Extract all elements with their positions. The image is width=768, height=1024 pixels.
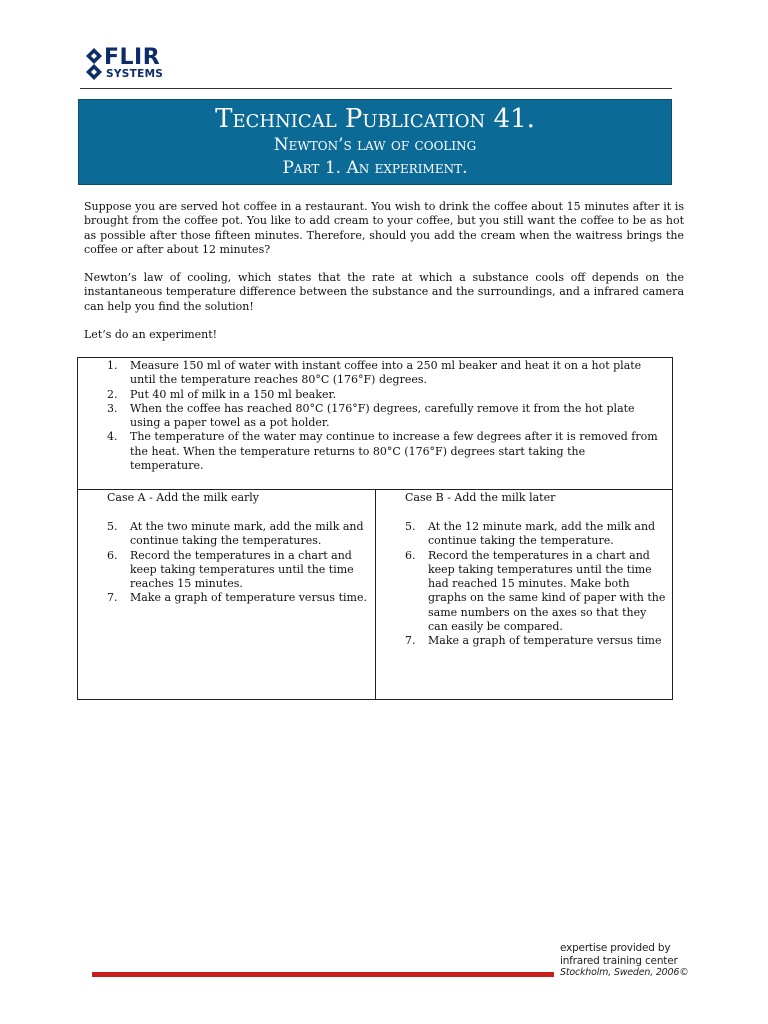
intro-paragraph: Suppose you are served hot coffee in a restaurant. You wish to drink the coffee about 15 minutes after it is brought from the coffee pot. You like to add cream to your coffee, but you still want the coffee to be as hot as possible after those fifteen minutes. Therefore, should you add the cream when the waitress brings the coffee or after about 12 minutes? <box>84 200 684 257</box>
list-item: 3. When the coffee has reached 80°C (176°F) degrees, carefully remove it from the hot plate using a paper towel as a pot holder. <box>107 401 635 430</box>
list-item: 7. Make a graph of temperature versus time <box>405 634 662 648</box>
law-paragraph: Newton’s law of cooling, which states that the rate at which a substance cools off depends on the instantaneous temperature difference between the substance and the surroundings, and a infrared camera can help you find the solution! <box>84 271 684 313</box>
list-item: 1. Measure 150 ml of water with instant coffee into a 250 ml beaker and heat it on a hot plate until the temperature reaches 80°C (176°F) degrees. <box>107 359 642 387</box>
case-b-heading: Case B - Add the milk later <box>405 491 556 504</box>
list-item: 4. The temperature of the water may continue to increase a few degrees after it is removed from the heat. When the temperature returns to 80°C (176°F) degrees start taking the temperature. <box>107 430 658 473</box>
case-b-steps <box>376 520 672 649</box>
list-item: 5. At the 12 minute mark, add the milk and continue taking the temperature. <box>405 520 656 548</box>
flir-diamond-icon <box>84 48 104 82</box>
case-b-cell <box>376 491 672 649</box>
experiment-steps-table <box>77 357 673 700</box>
list-item: 6. Record the temperatures in a chart and keep taking temperatures until the time reaches 15 minutes. <box>107 548 354 591</box>
publication-title: Technical Publication 41. <box>215 104 535 134</box>
footer-line-2: infrared training center <box>560 954 678 967</box>
list-item: 6. Record the temperatures in a chart and keep taking temperatures until the time had reached 15 minutes. Make both graphs on the same kind of paper with the same numbers on the axes so that they can easily be compared. <box>405 548 666 634</box>
case-a-cell <box>78 491 375 606</box>
publication-part: Part 1. An experiment. <box>282 158 468 178</box>
title-banner <box>78 99 672 185</box>
footer-credit <box>560 942 689 980</box>
list-item: 7. Make a graph of temperature versus time. <box>107 591 367 605</box>
logo-subtitle: SYSTEMS <box>106 68 164 80</box>
footer-red-bar <box>92 972 554 977</box>
list-item: 2. Put 40 ml of milk in a 150 ml beaker. <box>107 387 337 401</box>
case-a-heading: Case A - Add the milk early <box>107 491 260 504</box>
publication-subtitle: Newton’s law of cooling <box>273 135 477 155</box>
list-item: 5. At the two minute mark, add the milk and continue taking the temperatures. <box>107 520 364 548</box>
footer-line-3: Stockholm, Sweden, 2006© <box>560 967 689 978</box>
logo-wordmark: FLIR <box>104 45 161 70</box>
header-divider <box>80 88 672 89</box>
case-a-steps <box>78 520 375 606</box>
footer-line-1: expertise provided by <box>560 942 671 954</box>
common-steps-list <box>78 359 672 473</box>
flir-logo <box>84 45 184 82</box>
experiment-intro: Let’s do an experiment! <box>84 328 218 341</box>
